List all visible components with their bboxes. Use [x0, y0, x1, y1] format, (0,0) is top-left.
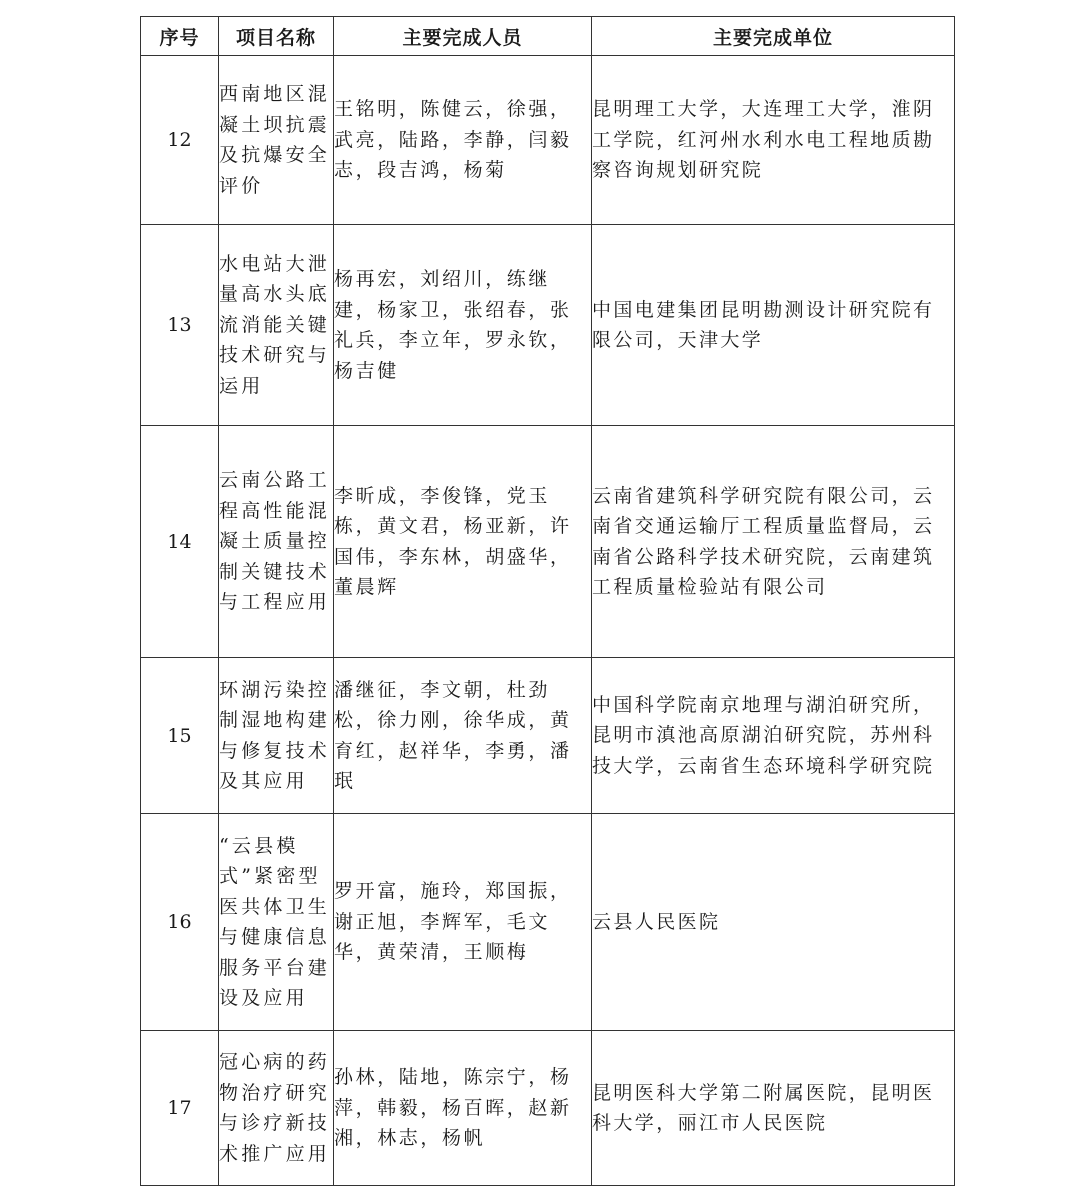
row-project-name: 环湖污染控制湿地构建与修复技术及其应用: [219, 658, 334, 814]
row-units: 昆明理工大学，大连理工大学，淮阴工学院，红河州水利水电工程地质勘察咨询规划研究院: [592, 56, 955, 225]
row-people: 孙林，陆地，陈宗宁，杨萍，韩毅，杨百晖，赵新湘，林志，杨帆: [334, 1031, 592, 1186]
row-seq: 14: [141, 426, 219, 658]
row-people: 罗开富，施玲，郑国振，谢正旭，李辉军，毛文华，黄荣清，王顺梅: [334, 814, 592, 1031]
row-units: 中国电建集团昆明勘测设计研究院有限公司，天津大学: [592, 225, 955, 426]
row-seq: 12: [141, 56, 219, 225]
header-project-name: 项目名称: [219, 17, 334, 56]
row-project-name: 冠心病的药物治疗研究与诊疗新技术推广应用: [219, 1031, 334, 1186]
awards-table: [140, 16, 955, 1186]
table-row: [141, 1031, 955, 1186]
row-people: 杨再宏，刘绍川，练继建，杨家卫，张绍春，张礼兵，李立年，罗永钦，杨吉健: [334, 225, 592, 426]
row-units: 云县人民医院: [592, 814, 955, 1031]
table-row: [141, 56, 955, 225]
row-project-name: 云南公路工程高性能混凝土质量控制关键技术与工程应用: [219, 426, 334, 658]
row-units: 云南省建筑科学研究院有限公司，云南省交通运输厅工程质量监督局，云南省公路科学技术研究院，云南建筑工程质量检验站有限公司: [592, 426, 955, 658]
header-seq: 序号: [141, 17, 219, 56]
row-seq: 15: [141, 658, 219, 814]
row-project-name: 水电站大泄量高水头底流消能关键技术研究与运用: [219, 225, 334, 426]
row-seq: 13: [141, 225, 219, 426]
header-main-people: 主要完成人员: [334, 17, 592, 56]
row-people: 李昕成，李俊锋，党玉栋，黄文君，杨亚新，许国伟，李东林，胡盛华，董晨辉: [334, 426, 592, 658]
row-seq: 17: [141, 1031, 219, 1186]
row-project-name: 西南地区混凝土坝抗震及抗爆安全评价: [219, 56, 334, 225]
table-row: [141, 814, 955, 1031]
header-row: [141, 17, 955, 56]
row-units: 中国科学院南京地理与湖泊研究所，昆明市滇池高原湖泊研究院，苏州科技大学，云南省生态环境科学研究院: [592, 658, 955, 814]
row-units: 昆明医科大学第二附属医院，昆明医科大学，丽江市人民医院: [592, 1031, 955, 1186]
row-project-name: “云县模式”紧密型医共体卫生与健康信息服务平台建设及应用: [219, 814, 334, 1031]
header-main-units: 主要完成单位: [592, 17, 955, 56]
table-row: [141, 658, 955, 814]
table-row: [141, 225, 955, 426]
row-people: 潘继征，李文朝，杜劲松，徐力刚，徐华成，黄育红，赵祥华，李勇，潘珉: [334, 658, 592, 814]
table-row: [141, 426, 955, 658]
table-header: [141, 17, 955, 56]
row-people: 王铭明，陈健云，徐强，武亮，陆路，李静，闫毅志，段吉鸿，杨菊: [334, 56, 592, 225]
row-seq: 16: [141, 814, 219, 1031]
table-body: [141, 56, 955, 1186]
